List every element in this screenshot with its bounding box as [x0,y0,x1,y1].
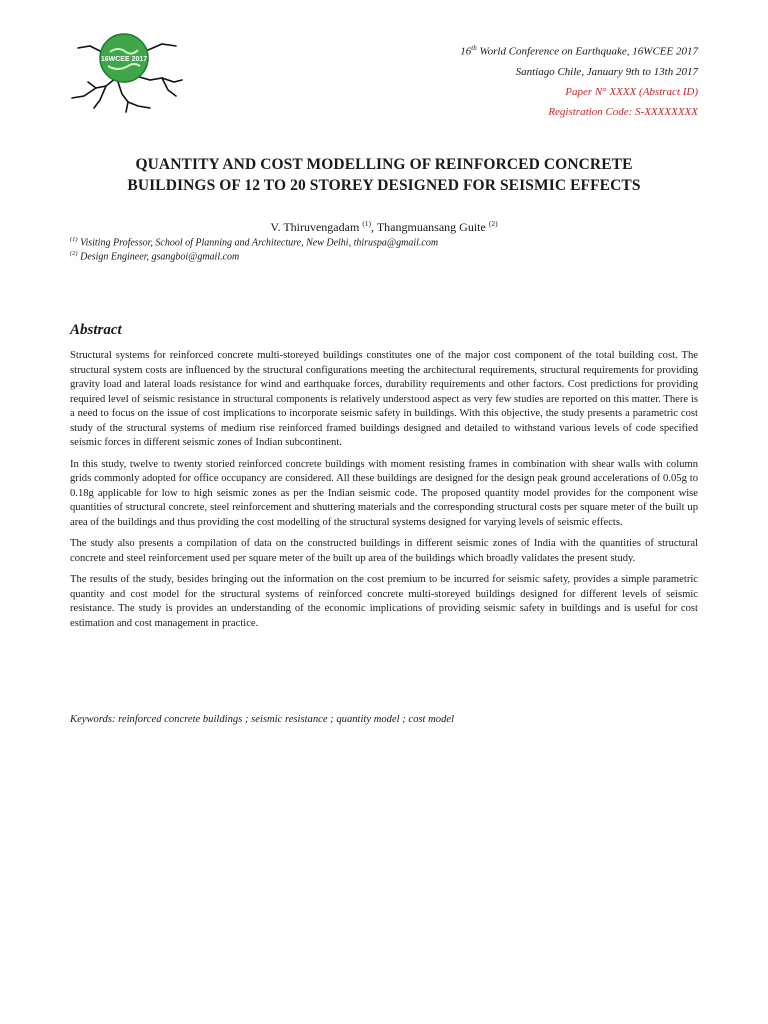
affiliation-2: $^{(2)}$ Design Engineer, gsangboi@gmail.com [70,250,240,263]
conference-logo [66,16,186,116]
conference-name: 16th World Conference on Earthquake, 16WCEE 2017 [460,44,698,58]
author-1: V. Thiruvengadam [270,220,363,234]
title-line-2: BUILDINGS OF 12 TO 20 STOREY DESIGNED FOR SEISMIC EFFECTS [127,177,641,194]
abstract-paragraph: The study also presents a compilation of data on the constructed buildings in different seismic zones of India with the quantities of structural concrete and steel reinforcement used per square meter of the built up area of the buildings which broadly validates the present study. [70,538,698,564]
paper-number: Paper N° XXXX (Abstract ID) [565,85,698,98]
keywords: Keywords: reinforced concrete buildings ; seismic resistance ; quantity model ; cost model [70,714,455,725]
abstract-paragraph: In this study, twelve to twenty storied reinforced concrete buildings with moment resisting frames in combination with shear walls with column grids commonly adopted for office occupancy are considered. All these buildings are designed for the design peak ground accelerations of 0.05g to 0.18g applicable for low to high seismic zones as per the Indian seismic code. The proposed quantity model provides for the component wise quantities of structural concrete, steel reinforcement and shuttering materials and the corresponding structural costs per square meter of the built up area of the buildings and thus providing the cost modelling of the structural systems designed for varying levels of seismic effects. [70,458,698,528]
abstract-paragraph: Structural systems for reinforced concrete multi-storeyed buildings constitutes one of the major cost component of the total building cost. The structural system costs are influenced by the structural configurations meeting the architectural requirements, structural requirements for providing gravity load and lateral loads resistance for wind and earthquake forces, durability requirements and other factors. Cost predictions for providing required level of seismic resistance in structural components is relatively understood aspect as very few studies are reported on this matter. There is a need to focus on the issue of cost implications to incorporate seismic safety in buildings. With this objective, the study presents a parametric cost study of the structural systems of medium rise reinforced framed buildings designed and detailed to withstand various levels of code specified seismic forces in different seismic zones of Indian subcontinent. [70,350,698,448]
title-line-1: QUANTITY AND COST MODELLING OF REINFORCED CONCRETE [135,156,633,173]
logo-text: 16WCEE 2017 [100,56,148,63]
author-2: Thangmuansang Guite [376,220,489,234]
abstract-body [70,349,698,638]
abstract-paragraph: The results of the study, besides bringing out the information on the cost premium to be incurred for seismic safety, provides a simple parametric quantity and cost model for the structural systems of reinforced concrete multi-storeyed buildings designed for different levels of seismic resistance. The study is provides an understanding of the economic implications of providing seismic safety in buildings and is useful for cost estimation and cost management in practice. [70,574,698,629]
registration-code: Registration Code: S-XXXXXXXX [548,105,698,118]
author-list: V. Thiruvengadam $^{(1)}$, Thangmuansang Guite $^{(2)}$ [270,219,498,234]
author-1-mark: (1) [362,219,372,228]
conference-location: Santiago Chile, January 9th to 13th 2017 [515,65,698,78]
affiliation-1: $^{(1)}$ Visiting Professor, School of Planning and Architecture, New Delhi, thiruspa@gmail.com [70,236,439,249]
paper-title [70,154,698,196]
author-2-mark: (2) [488,219,498,228]
abstract-heading: Abstract [70,322,122,338]
conference-header [460,38,698,122]
